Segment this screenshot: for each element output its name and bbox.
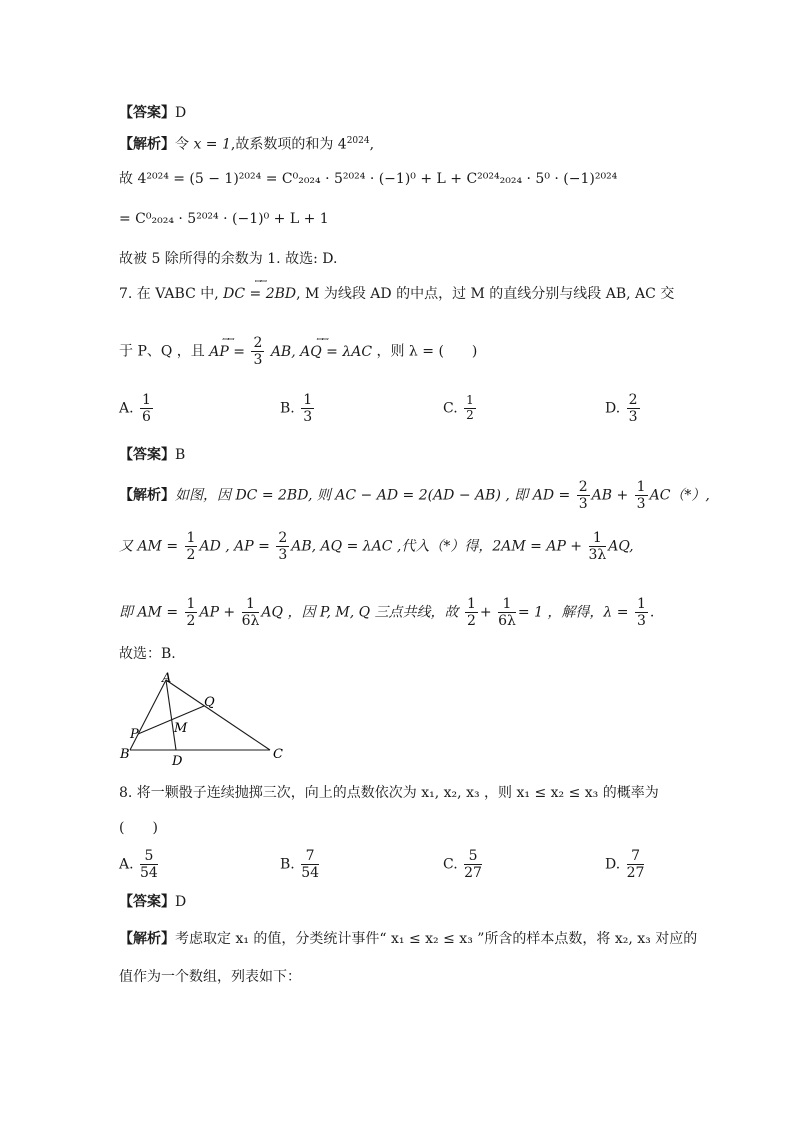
frac-den: 54 [301, 865, 320, 882]
q7-fraction [465, 596, 478, 629]
q6-exponent: 2024 [346, 136, 370, 146]
frac-num: 1 [142, 392, 151, 408]
frac-num: 1 [636, 596, 646, 612]
q7-fraction [577, 479, 590, 512]
q7-vector: ꟷꟷ AB, AQ = λAC [271, 345, 372, 359]
q7-text: ，则 λ = ( ) [376, 343, 478, 360]
frac-num: 5 [464, 848, 482, 865]
frac-den: 6 [142, 409, 151, 426]
label-b: B [120, 747, 130, 762]
triangle-figure [118, 672, 293, 767]
q7-vector: ꟷꟷ AP = [209, 345, 245, 359]
q7-fraction [635, 479, 648, 512]
q8-analysis-line1 [119, 932, 697, 946]
q7-text: AQ, [608, 538, 634, 555]
q7-stem-line1 [119, 287, 674, 301]
option-letter: D. [605, 400, 621, 417]
q7-fraction [276, 530, 289, 563]
frac-den: 3 [636, 496, 646, 513]
q7-fraction [635, 596, 648, 629]
q7-text: AC（*）, [649, 487, 710, 504]
q7-text: AQ ，因 P, M, Q 三点共线，故 [261, 604, 459, 621]
frac-den: 3 [628, 409, 638, 426]
q6-conclusion: 故被 5 除所得的余数为 1. 故选: D. [119, 251, 338, 267]
q7-option-d[interactable] [605, 392, 642, 425]
frac-den: 2 [186, 613, 196, 630]
q8-answer-line [119, 895, 186, 909]
frac-num: 2 [628, 392, 638, 408]
q7-fraction [242, 596, 260, 629]
q7-text: AB, AQ = λAC ,代入（*）得，2AM = AP + [291, 538, 583, 555]
frac-num: 2 [253, 335, 263, 351]
q8-answer-value: D [175, 894, 187, 910]
q7-option-c[interactable] [443, 394, 478, 423]
q6-analysis-line1 [119, 137, 374, 152]
q8-text: 考虑取定 x₁ 的值，分类统计事件“ x₁ ≤ x₂ ≤ x₃ ”所含的样本点数，将 x₂, x₃ 对应的 [175, 931, 698, 947]
label-d: D [172, 754, 183, 767]
q8-option-b[interactable] [280, 848, 321, 881]
q7-answer-value: B [175, 447, 186, 463]
frac-den: 3 [636, 613, 646, 630]
q7-fraction [589, 530, 607, 563]
label-p: P [130, 727, 139, 742]
q7-option-a[interactable] [119, 392, 155, 425]
q6-text: ,故系数项的和为 4 [230, 136, 347, 153]
option-fraction [627, 392, 640, 425]
frac-den: 3 [278, 547, 288, 564]
segment-pq [138, 706, 204, 734]
q8-option-d[interactable] [605, 848, 646, 881]
q7-analysis-line1 [119, 479, 710, 512]
frac-den: 6λ [498, 613, 516, 630]
q7-conclusion: 故选：B. [119, 646, 176, 662]
frac-den: 3 [303, 409, 313, 426]
q7-vector-eq: ꟷꟷ DC = 2BD [223, 287, 296, 301]
frac-num: 1 [467, 596, 476, 612]
analysis-label: 【解析】 [119, 487, 175, 504]
q6-answer-value: D [175, 105, 187, 121]
q6-analysis-line3: = C⁰₂₀₂₄ · 5²⁰²⁴ · (−1)⁰ + L + 1 [119, 211, 329, 227]
q7-option-b[interactable] [280, 392, 316, 425]
option-letter: C. [443, 400, 458, 417]
q7-text: 7. 在 VABC 中, [119, 286, 219, 302]
frac-num: 1 [186, 530, 196, 546]
frac-den: 3λ [588, 547, 607, 564]
option-letter: D. [605, 856, 621, 873]
option-letter: B. [280, 856, 295, 873]
answer-label: 【答案】 [119, 447, 175, 463]
q7-text: 于 P、Q ，且 [119, 343, 205, 360]
q6-text: , [369, 136, 375, 153]
q6-answer-line [119, 106, 186, 120]
q7-answer-line [119, 448, 185, 462]
q7-fraction [185, 596, 198, 629]
frac-den: 2 [467, 613, 476, 630]
frac-num: 1 [498, 596, 516, 613]
frac-den: 27 [464, 865, 482, 882]
frac-num: 2 [278, 530, 288, 546]
option-fraction [464, 848, 482, 881]
option-fraction [301, 392, 314, 425]
frac-den: 2 [186, 547, 196, 564]
frac-den: 6λ [241, 613, 260, 630]
q6-analysis-line2: 故 4²⁰²⁴ = (5 − 1)²⁰²⁴ = C⁰₂₀₂₄ · 5²⁰²⁴ · (−1)⁰ + L + C²⁰²⁴₂₀₂₄ · 5⁰ · (−1)²⁰²⁴ [119, 171, 618, 187]
frac-num: 2 [578, 479, 588, 495]
q7-text: AB + [591, 487, 629, 504]
q7-fraction [498, 596, 516, 629]
frac-den: 3 [578, 496, 588, 513]
q7-text: AD , AP = [199, 538, 270, 555]
q8-option-a[interactable] [119, 848, 160, 881]
frac-num: 1 [303, 392, 313, 408]
option-fraction [301, 848, 319, 881]
q7-text: 又 AM = [119, 538, 179, 555]
q7-fraction [185, 530, 198, 563]
q8-analysis-line2: 值作为一个数组，列表如下： [119, 969, 301, 985]
q7-fraction [251, 335, 264, 368]
frac-num: 1 [186, 596, 196, 612]
option-letter: A. [119, 400, 134, 417]
answer-label: 【答案】 [119, 105, 175, 121]
segment-ad [166, 680, 176, 750]
frac-num: 5 [140, 848, 158, 865]
q7-analysis-line3 [119, 596, 654, 629]
q7-text: , M 为线段 AD 的中点，过 M 的直线分别与线段 AB, AC 交 [296, 286, 675, 302]
option-letter: A. [119, 856, 134, 873]
q7-analysis-line2 [119, 530, 634, 563]
frac-num: 7 [301, 848, 319, 865]
analysis-label: 【解析】 [119, 136, 175, 153]
frac-num: 1 [636, 479, 646, 495]
frac-num: 7 [627, 848, 645, 865]
option-fraction [140, 848, 158, 881]
label-a: A [162, 672, 172, 686]
q7-text: . [649, 604, 655, 621]
frac-den: 2 [466, 407, 474, 422]
q8-option-c[interactable] [443, 848, 484, 881]
option-fraction [464, 394, 476, 423]
label-q: Q [204, 695, 215, 710]
analysis-label: 【解析】 [119, 931, 175, 947]
option-fraction [140, 392, 153, 425]
label-m: M [174, 721, 188, 736]
q6-math: x = 1 [193, 136, 231, 153]
q6-text: 令 [175, 136, 194, 153]
frac-den: 3 [253, 352, 263, 369]
q7-text: AP + [199, 604, 236, 621]
q7-stem-line2 [119, 335, 477, 368]
option-letter: B. [280, 400, 295, 417]
answer-label: 【答案】 [119, 894, 175, 910]
q8-stem: 8. 将一颗骰子连续抛掷三次，向上的点数依次为 x₁, x₂, x₃ ，则 x₁ ≤ x₂ ≤ x₃ 的概率为 [119, 785, 659, 801]
frac-den: 54 [140, 865, 158, 882]
frac-num: 1 [242, 596, 260, 613]
option-fraction [627, 848, 645, 881]
label-c: C [273, 747, 283, 762]
q8-paren: ( ) [119, 820, 158, 836]
frac-num: 1 [466, 393, 474, 407]
q7-text: + [479, 604, 492, 621]
frac-den: 27 [626, 865, 645, 882]
frac-num: 1 [589, 530, 607, 547]
option-letter: C. [443, 856, 458, 873]
q7-text: 如图，因 DC = 2BD, 则 AC − AD = 2(AD − AB) , 即 AD = [175, 487, 571, 504]
q7-text: 即 AM = [119, 604, 179, 621]
q7-text: = 1 ，解得，λ = [517, 604, 629, 621]
